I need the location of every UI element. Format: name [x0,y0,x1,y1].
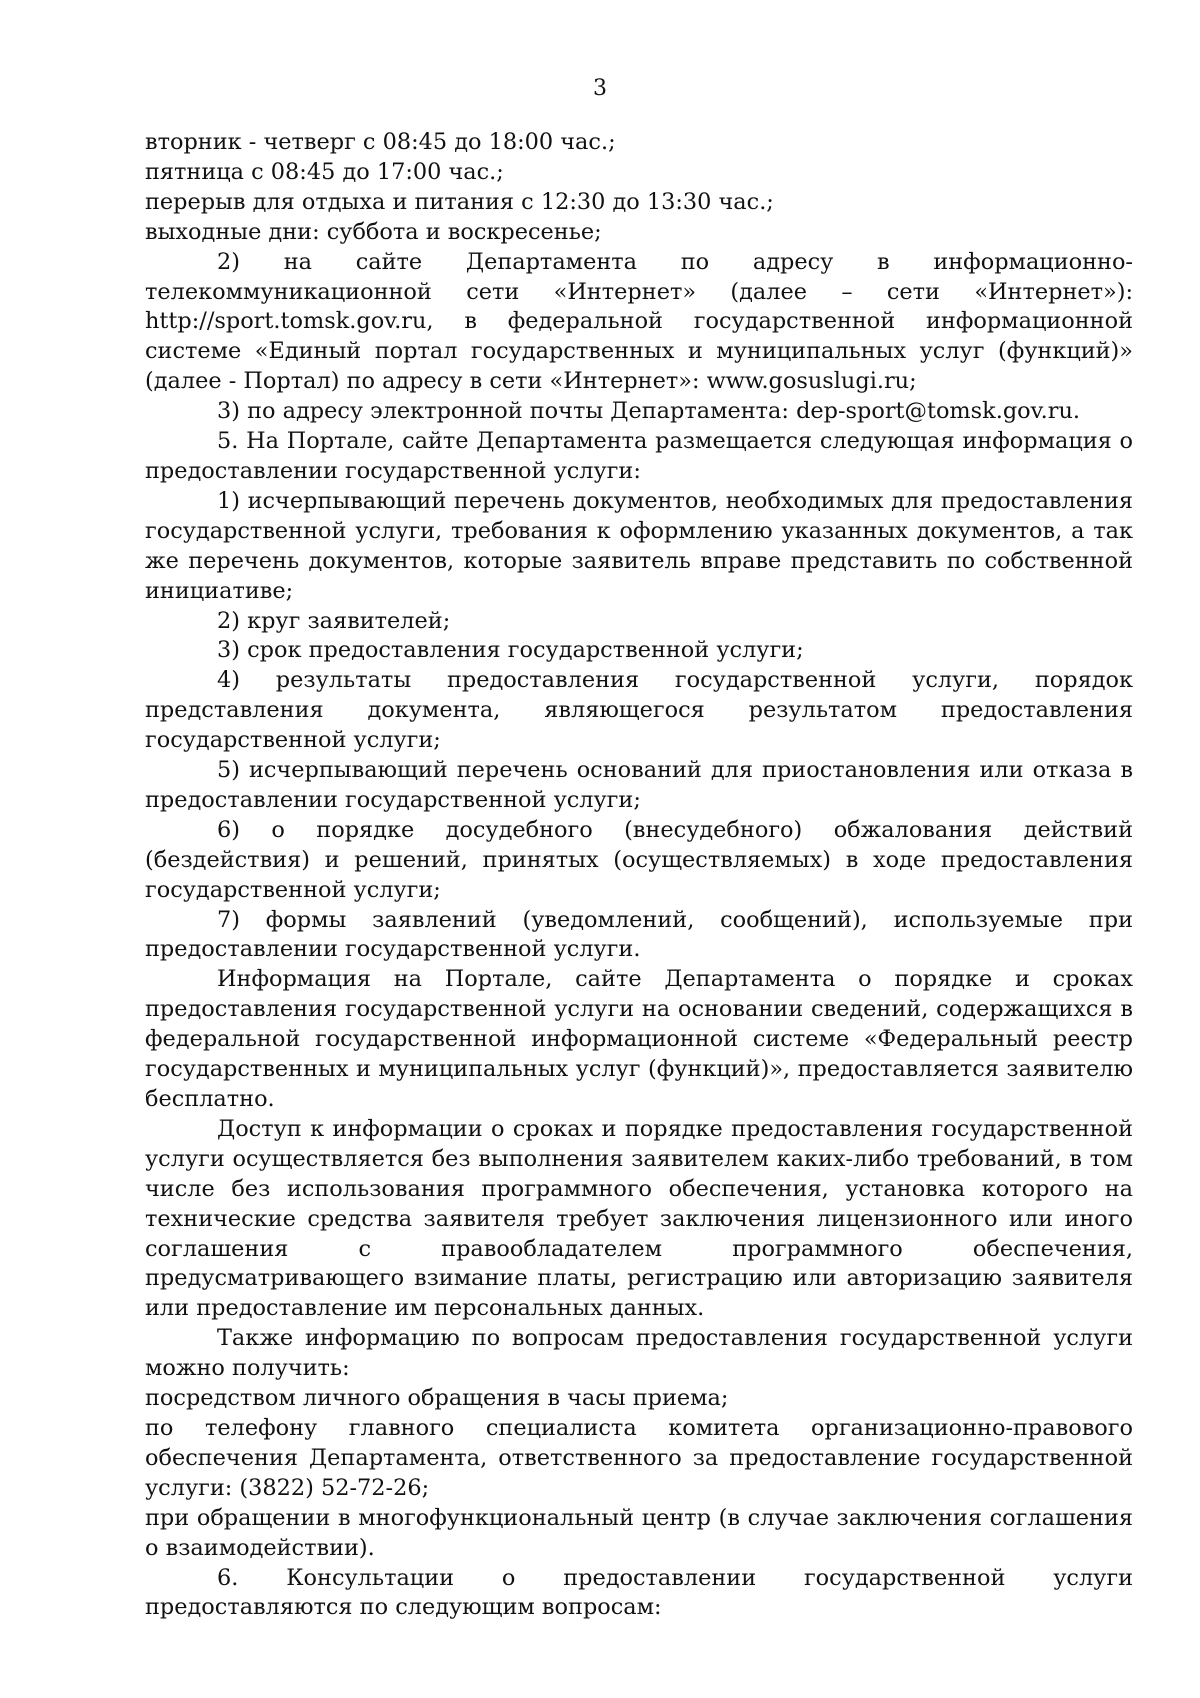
list-item-6: 6) о порядке досудебного (внесудебного) обжалования действий (бездействия) и решений, принятых (осуществляемых) в ходе предоставления государственной услуги; [145,816,1133,903]
page-number: 3 [593,76,607,101]
paragraph-access-info: Доступ к информации о сроках и порядке предоставления государственной услуги осуществляется без выполнения заявителем каких-либо требований, в том числе без использования программного обеспечения, установка которого на технические средства заявителя требует заключения лицензионного или иного соглашения с правообладателем программного обеспечения, предусматривающего взимание платы, регистрацию или авторизацию заявителя или предоставление им персональных данных. [145,1115,1133,1322]
paragraph-website: 2) на сайте Департамента по адресу в информационно-телекоммуникационной сети «Интернет» (далее – сети «Интернет»): http://sport.tomsk.gov.ru, в федеральной государственной информационной системе «Единый портал государственных и муниципальных услуг (функций)» (далее - Портал) по адресу в сети «Интернет»: www.gosuslugi.ru; [145,248,1133,395]
paragraph-portal-info: Информация на Портале, сайте Департамента о порядке и сроках предоставления государственной услуги на основании сведений, содержащихся в федеральной государственной информационной системе «Федеральный реестр государственных и муниципальных услуг (функций)», предоставляется заявителю бесплатно. [145,966,1133,1112]
paragraph-hours-tue-thu: вторник - четверг с 08:45 до 18:00 час.; [145,129,616,155]
paragraph-mfc: при обращении в многофункциональный центр (в случае заключения соглашения о взаимодействии). [145,1504,1133,1561]
list-item-4: 4) результаты предоставления государственной услуги, порядок представления документа, являющегося результатом предоставления государственной услуги; [145,667,1133,754]
paragraph-section-5: 5. На Портале, сайте Департамента размещается следующая информация о предоставлении государственной услуги: [145,428,1133,484]
document-body [145,128,1133,1623]
list-item-3: 3) срок предоставления государственной услуги; [217,637,804,664]
paragraph-personal-visit: посредством личного обращения в часы приема; [145,1385,729,1412]
paragraph-lunch-break: перерыв для отдыха и питания с 12:30 до 13:30 час.; [145,188,774,215]
list-item-7: 7) формы заявлений (уведомлений, сообщений), используемые при предоставлении государственной услуги. [145,906,1133,963]
paragraph-also-info: Также информацию по вопросам предоставления государственной услуги можно получить: [145,1325,1133,1382]
list-item-2: 2) круг заявителей; [217,607,451,634]
paragraph-section-6: 6. Консультации о предоставлении государственной услуги предоставляются по следующим вопросам: [145,1564,1133,1621]
paragraph-email: 3) по адресу электронной почты Департамента: dep-sport@tomsk.gov.ru. [217,398,1080,425]
list-item-5: 5) исчерпывающий перечень оснований для приостановления или отказа в предоставлении государственной услуги; [145,757,1133,813]
paragraph-hours-fri: пятница с 08:45 до 17:00 час.; [145,158,504,185]
paragraph-days-off: выходные дни: суббота и воскресенье; [145,218,602,245]
paragraph-phone: по телефону главного специалиста комитета организационно-правового обеспечения Департамента, ответственного за предоставление государственной услуги: (3822) 52-72-26; [145,1414,1133,1501]
list-item-1: 1) исчерпывающий перечень документов, необходимых для предоставления государственной услуги, требования к оформлению указанных документов, а так же перечень документов, которые заявитель вправе представить по собственной инициативе; [145,487,1133,604]
